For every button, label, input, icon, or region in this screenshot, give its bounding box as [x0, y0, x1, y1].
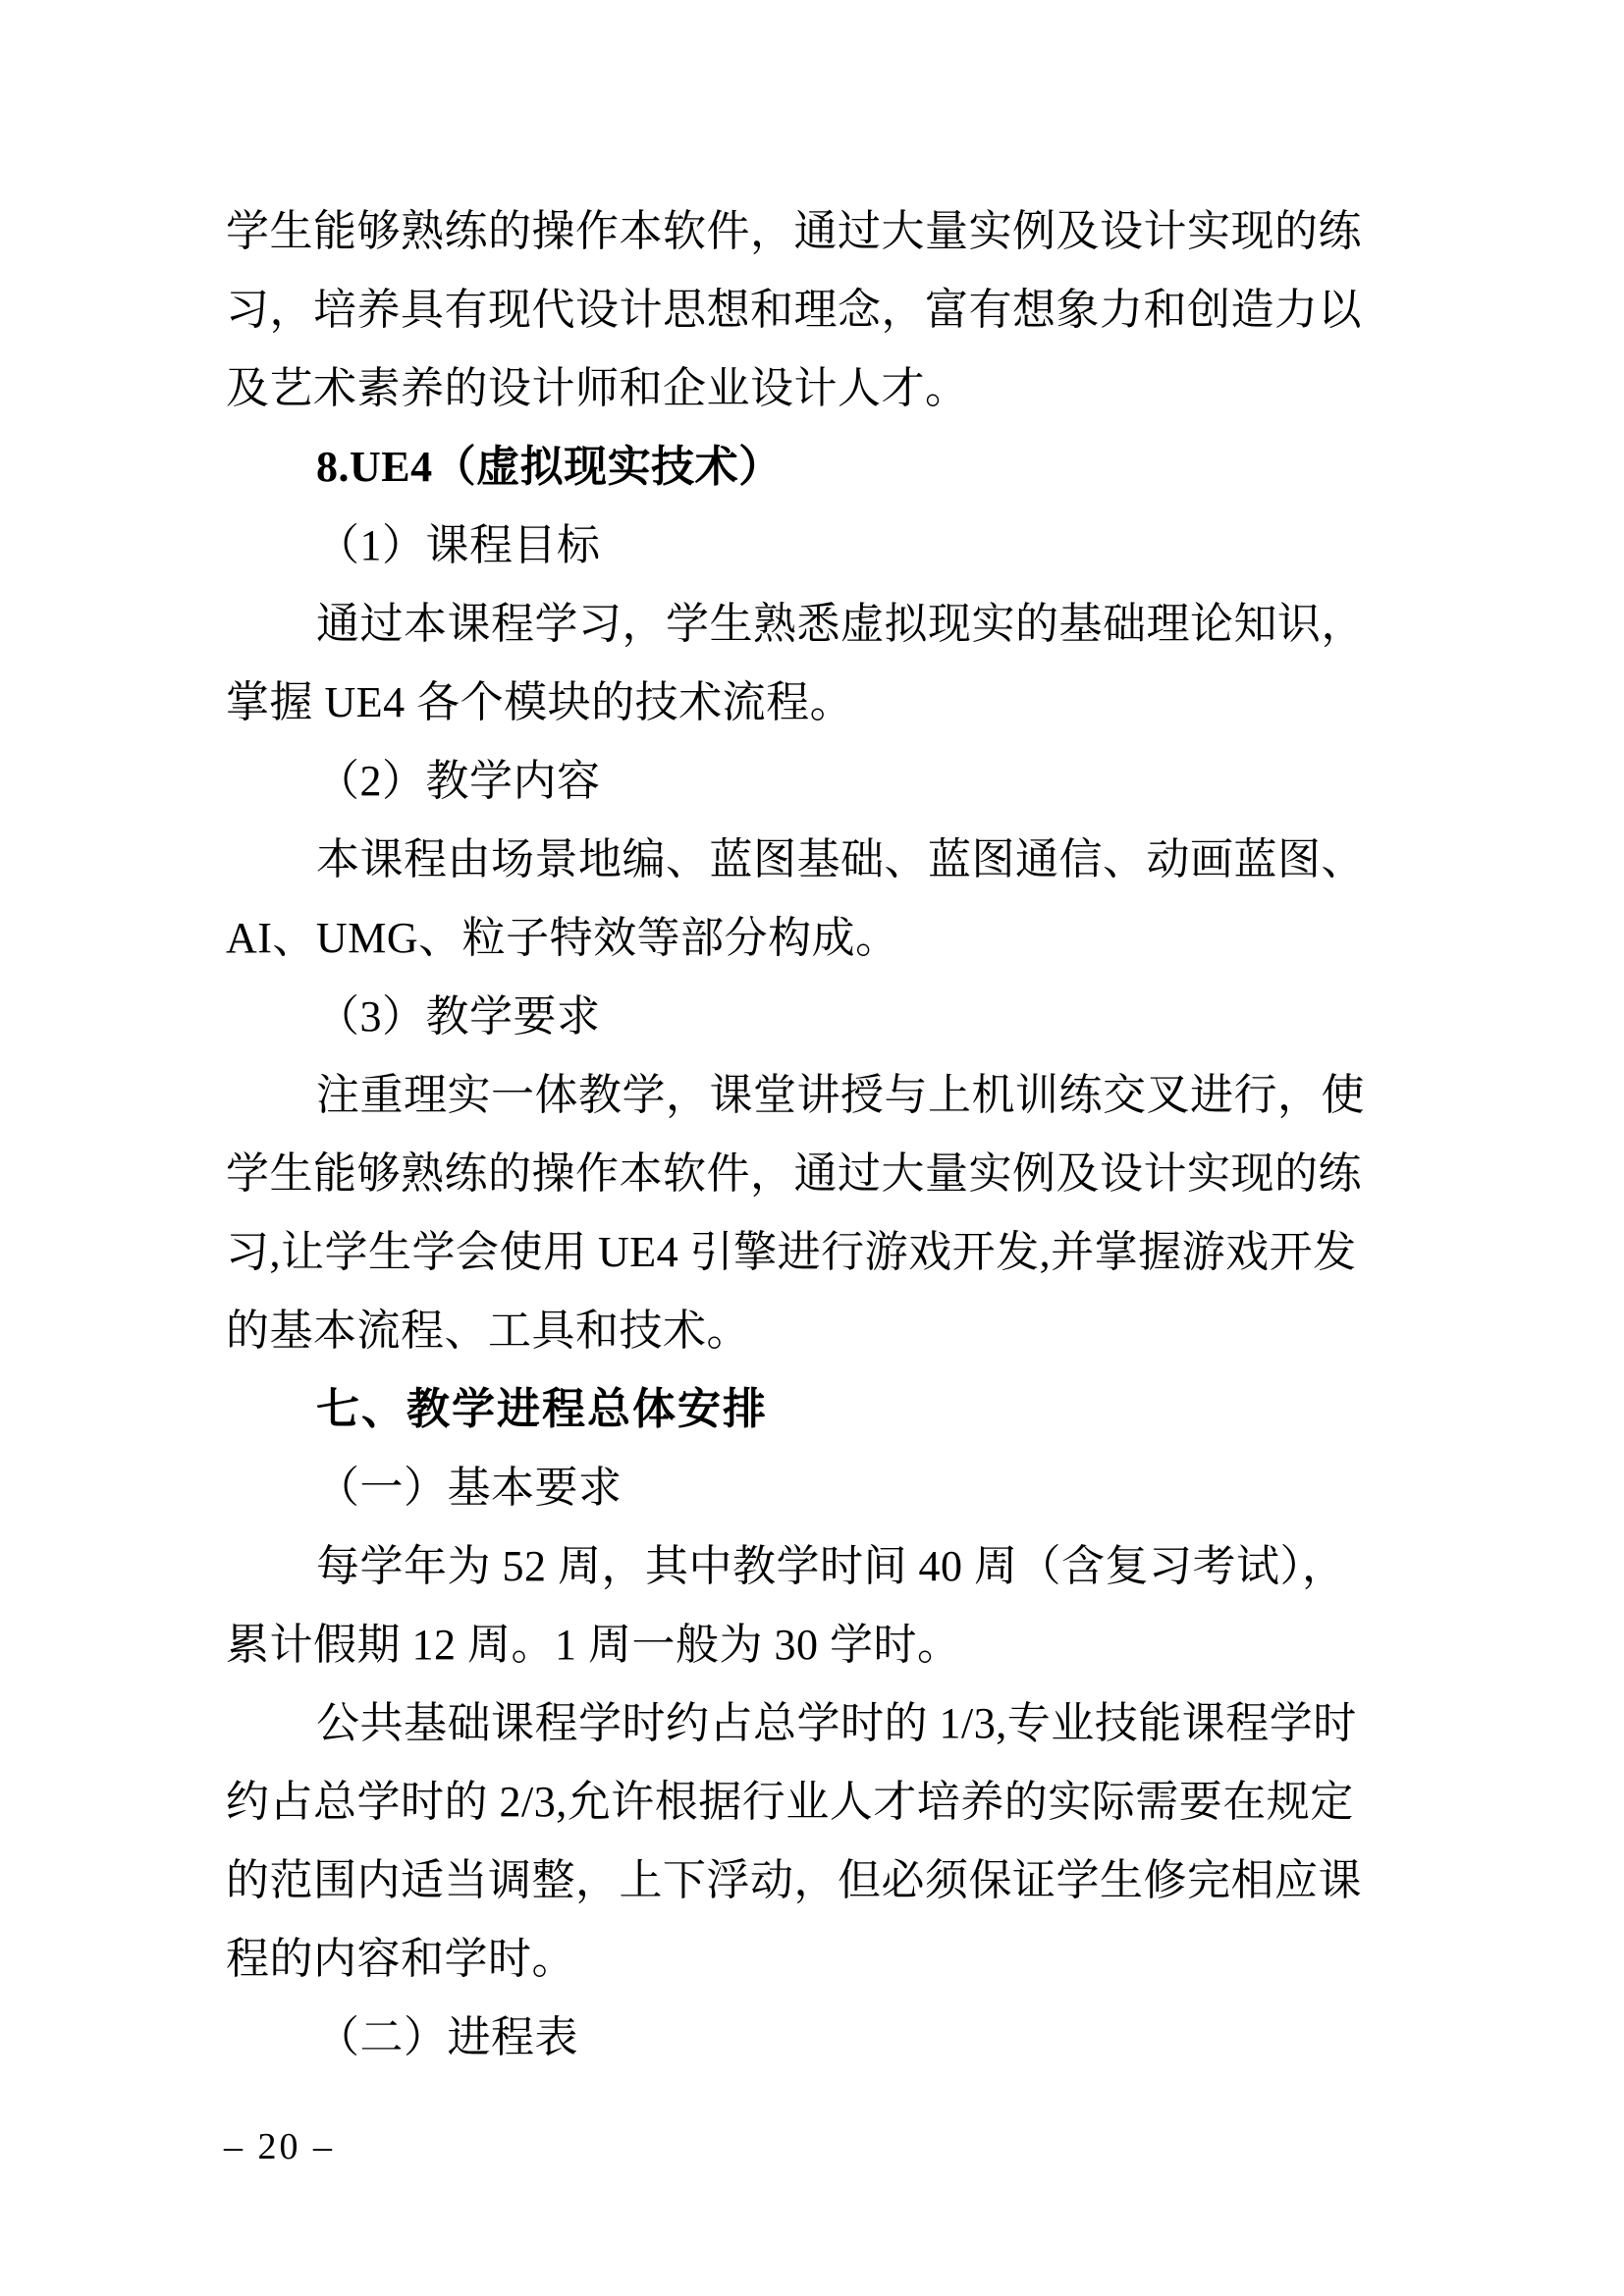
- paragraph-line: 掌握 UE4 各个模块的技术流程。: [226, 678, 854, 726]
- subheading-basic-requirements: （一）基本要求: [316, 1464, 623, 1512]
- paragraph-line: 注重理实一体教学，课堂讲授与上机训练交叉进行，使: [316, 1071, 1365, 1119]
- paragraph-line: 每学年为 52 周，其中教学时间 40 周（含复习考试），: [316, 1542, 1346, 1590]
- paragraph-line: 习,让学生学会使用 UE4 引擎进行游戏开发,并掌握游戏开发: [226, 1228, 1357, 1276]
- paragraph-line: 累计假期 12 周。1 周一般为 30 学时。: [226, 1621, 961, 1669]
- paragraph-line: 学生能够熟练的操作本软件，通过大量实例及设计实现的练: [226, 207, 1362, 255]
- paragraph-line: 的基本流程、工具和技术。: [226, 1307, 750, 1355]
- subheading-teaching-requirements: （3）教学要求: [316, 992, 601, 1041]
- paragraph-line: 习，培养具有现代设计思想和理念，富有想象力和创造力以: [226, 286, 1362, 334]
- paragraph-line: AI、UMG、粒子特效等部分构成。: [226, 914, 899, 962]
- document-body: [226, 192, 1369, 2077]
- heading-ue4-course: 8.UE4（虚拟现实技术）: [316, 443, 783, 491]
- heading-teaching-schedule: 七、教学进程总体安排: [316, 1385, 768, 1433]
- page-number: – 20 –: [224, 2126, 335, 2167]
- paragraph-line: 程的内容和学时。: [226, 1935, 575, 1983]
- subheading-progress-table: （二）进程表: [316, 2013, 578, 2061]
- paragraph-line: 学生能够熟练的操作本软件，通过大量实例及设计实现的练: [226, 1149, 1362, 1198]
- paragraph-line: 本课程由场景地编、蓝图基础、蓝图通信、动画蓝图、: [316, 835, 1365, 883]
- subheading-teaching-content: （2）教学内容: [316, 757, 601, 805]
- paragraph-line: 公共基础课程学时约占总学时的 1/3,专业技能课程学时: [316, 1699, 1357, 1747]
- subheading-course-goal: （1）课程目标: [316, 521, 601, 569]
- paragraph-line: 的范围内适当调整，上下浮动，但必须保证学生修完相应课: [226, 1856, 1362, 1904]
- paragraph-line: 约占总学时的 2/3,允许根据行业人才培养的实际需要在规定: [226, 1778, 1354, 1826]
- paragraph-line: 通过本课程学习，学生熟悉虚拟现实的基础理论知识，: [316, 600, 1365, 648]
- paragraph-line: 及艺术素养的设计师和企业设计人才。: [226, 364, 969, 412]
